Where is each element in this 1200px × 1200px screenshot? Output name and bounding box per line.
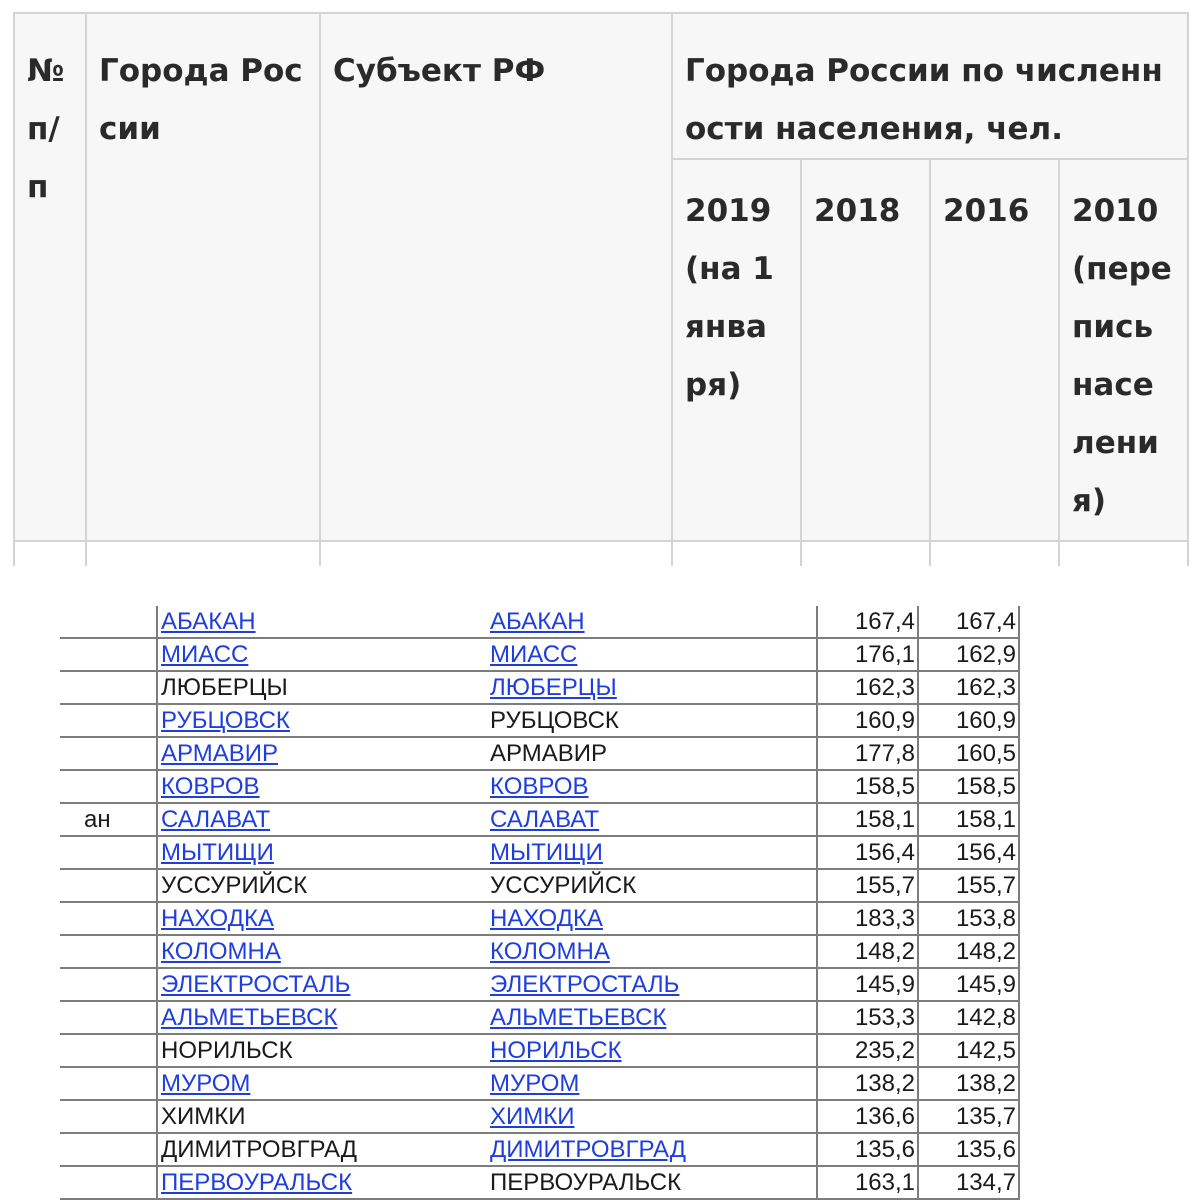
population-value: 134,7 bbox=[955, 1169, 1016, 1196]
subject-name-link[interactable]: МИАСС bbox=[490, 641, 578, 668]
population-value: 160,5 bbox=[955, 740, 1016, 767]
population-value: 135,6 bbox=[955, 1136, 1016, 1163]
population-value-cell bbox=[817, 1034, 918, 1067]
subject-name-link[interactable]: ЛЮБЕРЦЫ bbox=[490, 674, 617, 701]
population-value-cell bbox=[918, 770, 1019, 803]
population-value-cell bbox=[817, 902, 918, 935]
population-value-cell bbox=[918, 1166, 1019, 1199]
population-value-cell bbox=[918, 935, 1019, 968]
city-name-cell bbox=[157, 902, 487, 935]
subject-name-cell bbox=[487, 1166, 817, 1199]
city-name-link[interactable]: КОВРОВ bbox=[161, 773, 260, 800]
row-edge-text-cell bbox=[60, 770, 157, 803]
population-value-cell bbox=[817, 869, 918, 902]
population-value-cell bbox=[817, 1166, 918, 1199]
population-value-cell bbox=[817, 638, 918, 671]
city-name-link[interactable]: АЛЬМЕТЬЕВСК bbox=[161, 1004, 338, 1031]
city-name-link[interactable]: АРМАВИР bbox=[161, 740, 279, 767]
row-edge-text-cell bbox=[60, 836, 157, 869]
subject-name-cell bbox=[487, 869, 817, 902]
population-value: 158,1 bbox=[854, 806, 915, 833]
header-cell-year-2018: 2018 bbox=[801, 159, 930, 541]
header-row-body-start bbox=[14, 541, 1188, 566]
header-row-top bbox=[14, 13, 1188, 159]
population-value: 153,3 bbox=[854, 1004, 915, 1031]
population-value-cell bbox=[817, 770, 918, 803]
city-name-cell bbox=[157, 704, 487, 737]
subject-name-cell bbox=[487, 1034, 817, 1067]
header-cell-year-2016: 2016 bbox=[930, 159, 1059, 541]
subject-name-cell bbox=[487, 803, 817, 836]
subject-name-cell bbox=[487, 671, 817, 704]
population-value: 136,6 bbox=[854, 1103, 915, 1130]
table-row bbox=[60, 1166, 1019, 1199]
subject-name: АРМАВИР bbox=[490, 740, 608, 767]
city-name-cell bbox=[157, 869, 487, 902]
city-population-list bbox=[60, 606, 1020, 1200]
city-name-cell bbox=[157, 1133, 487, 1166]
population-value: 145,9 bbox=[854, 971, 915, 998]
city-name: ЛЮБЕРЦЫ bbox=[161, 674, 288, 701]
subject-name-link[interactable]: КОЛОМНА bbox=[490, 938, 610, 965]
table-row bbox=[60, 1133, 1019, 1166]
subject-name-cell bbox=[487, 704, 817, 737]
header-cell-city: Города России bbox=[86, 13, 320, 541]
subject-name-cell bbox=[487, 968, 817, 1001]
population-value-cell bbox=[918, 902, 1019, 935]
city-name-cell bbox=[157, 671, 487, 704]
table-row bbox=[60, 1067, 1019, 1100]
subject-name-cell bbox=[487, 606, 817, 638]
city-name-link[interactable]: АБАКАН bbox=[161, 608, 256, 635]
subject-name-link[interactable]: НОРИЛЬСК bbox=[490, 1037, 622, 1064]
table-row bbox=[60, 737, 1019, 770]
population-value-cell bbox=[918, 803, 1019, 836]
header-cell-num: № п/п bbox=[14, 13, 86, 541]
table-row bbox=[60, 606, 1019, 638]
row-edge-text-cell bbox=[60, 638, 157, 671]
city-name-cell bbox=[157, 737, 487, 770]
population-table-header bbox=[13, 12, 1189, 566]
city-name-cell bbox=[157, 1166, 487, 1199]
city-name-cell bbox=[157, 1067, 487, 1100]
city-name: ДИМИТРОВГРАД bbox=[161, 1136, 358, 1163]
population-value: 183,3 bbox=[854, 905, 915, 932]
population-value: 135,6 bbox=[854, 1136, 915, 1163]
population-value-cell bbox=[918, 1133, 1019, 1166]
row-edge-text-cell bbox=[60, 968, 157, 1001]
subject-name-cell bbox=[487, 836, 817, 869]
city-name: ХИМКИ bbox=[161, 1103, 246, 1130]
empty-cell bbox=[801, 541, 930, 566]
row-edge-text-cell bbox=[60, 606, 157, 638]
population-value: 158,5 bbox=[854, 773, 915, 800]
population-value: 235,2 bbox=[854, 1037, 915, 1064]
row-edge-text-cell bbox=[60, 1067, 157, 1100]
population-value-cell bbox=[817, 935, 918, 968]
subject-name-cell bbox=[487, 638, 817, 671]
population-value-cell bbox=[817, 671, 918, 704]
city-name-link[interactable]: МЫТИЩИ bbox=[161, 839, 274, 866]
subject-name-cell bbox=[487, 1067, 817, 1100]
row-edge-text-cell bbox=[60, 1034, 157, 1067]
population-value: 156,4 bbox=[955, 839, 1016, 866]
city-name-cell bbox=[157, 770, 487, 803]
population-value: 135,7 bbox=[955, 1103, 1016, 1130]
population-value: 155,7 bbox=[854, 872, 915, 899]
table-row bbox=[60, 1034, 1019, 1067]
table-row bbox=[60, 638, 1019, 671]
population-value: 177,8 bbox=[854, 740, 915, 767]
subject-name-link[interactable]: АБАКАН bbox=[490, 608, 585, 635]
population-value: 156,4 bbox=[854, 839, 915, 866]
row-edge-text-cell bbox=[60, 1166, 157, 1199]
header-cell-population: Города России по численности населения, чел. bbox=[672, 13, 1188, 159]
city-name-link[interactable]: МИАСС bbox=[161, 641, 249, 668]
population-value: 160,9 bbox=[955, 707, 1016, 734]
city-name-link[interactable]: ЭЛЕКТРОСТАЛЬ bbox=[161, 971, 351, 998]
city-name-cell bbox=[157, 606, 487, 638]
city-name-cell bbox=[157, 1034, 487, 1067]
row-edge-text-cell bbox=[60, 1001, 157, 1034]
city-name-link[interactable]: ПЕРВОУРАЛЬСК bbox=[161, 1169, 353, 1196]
city-name-cell bbox=[157, 638, 487, 671]
population-value-cell bbox=[918, 606, 1019, 638]
population-value-cell bbox=[918, 1034, 1019, 1067]
subject-name-cell bbox=[487, 902, 817, 935]
population-value: 163,1 bbox=[854, 1169, 915, 1196]
subject-name-cell bbox=[487, 935, 817, 968]
table-row bbox=[60, 836, 1019, 869]
table-row bbox=[60, 968, 1019, 1001]
population-value: 167,4 bbox=[955, 608, 1016, 635]
table-row bbox=[60, 803, 1019, 836]
population-value-cell bbox=[918, 1100, 1019, 1133]
table-row bbox=[60, 671, 1019, 704]
population-value: 158,5 bbox=[955, 773, 1016, 800]
city-rows bbox=[60, 606, 1019, 1199]
population-value: 148,2 bbox=[854, 938, 915, 965]
population-value-cell bbox=[817, 1133, 918, 1166]
table-row bbox=[60, 1001, 1019, 1034]
table-row bbox=[60, 935, 1019, 968]
row-edge-text-cell bbox=[60, 803, 157, 836]
table-row bbox=[60, 704, 1019, 737]
population-value: 158,1 bbox=[955, 806, 1016, 833]
population-value-cell bbox=[817, 803, 918, 836]
population-value: 155,7 bbox=[955, 872, 1016, 899]
city-name-cell bbox=[157, 1100, 487, 1133]
population-value-cell bbox=[817, 737, 918, 770]
row-edge-text-cell bbox=[60, 1133, 157, 1166]
population-value-cell bbox=[817, 836, 918, 869]
row-edge-text-cell bbox=[60, 737, 157, 770]
population-value-cell bbox=[817, 1001, 918, 1034]
subject-name-link[interactable]: МУРОМ bbox=[490, 1070, 580, 1097]
header-cell-year-2019: 2019 (на 1 января) bbox=[672, 159, 801, 541]
table-row bbox=[60, 869, 1019, 902]
population-value: 142,5 bbox=[955, 1037, 1016, 1064]
city-name-link[interactable]: НАХОДКА bbox=[161, 905, 274, 932]
population-value-cell bbox=[918, 671, 1019, 704]
header-cell-subject: Субъект РФ bbox=[320, 13, 672, 541]
city-name-cell bbox=[157, 836, 487, 869]
population-value: 160,9 bbox=[854, 707, 915, 734]
city-name-link[interactable]: РУБЦОВСК bbox=[161, 707, 290, 734]
population-value: 148,2 bbox=[955, 938, 1016, 965]
table-row bbox=[60, 1100, 1019, 1133]
empty-cell bbox=[672, 541, 801, 566]
empty-cell bbox=[86, 541, 320, 566]
subject-name: РУБЦОВСК bbox=[490, 707, 619, 734]
population-value-cell bbox=[918, 869, 1019, 902]
city-name-link[interactable]: САЛАВАТ bbox=[161, 806, 271, 833]
subject-name-link[interactable]: НАХОДКА bbox=[490, 905, 603, 932]
population-value-cell bbox=[918, 638, 1019, 671]
subject-name-link[interactable]: ДИМИТРОВГРАД bbox=[490, 1136, 687, 1163]
population-value: 138,2 bbox=[955, 1070, 1016, 1097]
city-name: УССУРИЙСК bbox=[161, 872, 308, 899]
subject-name: УССУРИЙСК bbox=[490, 872, 637, 899]
row-edge-text-cell bbox=[60, 671, 157, 704]
row-edge-text: ан bbox=[84, 806, 111, 833]
city-name-link[interactable]: КОЛОМНА bbox=[161, 938, 281, 965]
population-value: 153,8 bbox=[955, 905, 1016, 932]
population-value: 176,1 bbox=[854, 641, 915, 668]
city-name-cell bbox=[157, 803, 487, 836]
row-edge-text-cell bbox=[60, 704, 157, 737]
population-value: 162,3 bbox=[955, 674, 1016, 701]
table-row bbox=[60, 902, 1019, 935]
population-value: 138,2 bbox=[854, 1070, 915, 1097]
subject-name-cell bbox=[487, 770, 817, 803]
subject-name-link[interactable]: КОВРОВ bbox=[490, 773, 589, 800]
header-cell-year-2010: 2010 (перепись населения) bbox=[1059, 159, 1188, 541]
population-value: 167,4 bbox=[854, 608, 915, 635]
empty-cell bbox=[320, 541, 672, 566]
city-name: НОРИЛЬСК bbox=[161, 1037, 293, 1064]
subject-name: ПЕРВОУРАЛЬСК bbox=[490, 1169, 682, 1196]
population-value: 162,9 bbox=[955, 641, 1016, 668]
empty-cell bbox=[1059, 541, 1188, 566]
population-value-cell bbox=[817, 1067, 918, 1100]
population-value-cell bbox=[918, 704, 1019, 737]
subject-name-link[interactable]: САЛАВАТ bbox=[490, 806, 600, 833]
population-value-cell bbox=[817, 968, 918, 1001]
population-value-cell bbox=[817, 704, 918, 737]
subject-name-cell bbox=[487, 1133, 817, 1166]
city-name-cell bbox=[157, 935, 487, 968]
row-edge-text-cell bbox=[60, 902, 157, 935]
row-edge-text-cell bbox=[60, 1100, 157, 1133]
subject-name-link[interactable]: МЫТИЩИ bbox=[490, 839, 603, 866]
population-value-cell bbox=[817, 1100, 918, 1133]
row-edge-text-cell bbox=[60, 869, 157, 902]
subject-name-link[interactable]: АЛЬМЕТЬЕВСК bbox=[490, 1004, 667, 1031]
row-edge-text-cell bbox=[60, 935, 157, 968]
empty-cell bbox=[930, 541, 1059, 566]
population-value-cell bbox=[918, 737, 1019, 770]
population-value-cell bbox=[918, 968, 1019, 1001]
subject-name-cell bbox=[487, 1100, 817, 1133]
city-name-cell bbox=[157, 968, 487, 1001]
population-value: 162,3 bbox=[854, 674, 915, 701]
population-value-cell bbox=[918, 1067, 1019, 1100]
population-value-cell bbox=[918, 836, 1019, 869]
population-value: 145,9 bbox=[955, 971, 1016, 998]
table-row bbox=[60, 770, 1019, 803]
empty-cell bbox=[14, 541, 86, 566]
city-name-cell bbox=[157, 1001, 487, 1034]
population-value: 142,8 bbox=[955, 1004, 1016, 1031]
subject-name-cell bbox=[487, 737, 817, 770]
subject-name-link[interactable]: ЭЛЕКТРОСТАЛЬ bbox=[490, 971, 680, 998]
subject-name-cell bbox=[487, 1001, 817, 1034]
city-name-link[interactable]: МУРОМ bbox=[161, 1070, 251, 1097]
population-value-cell bbox=[918, 1001, 1019, 1034]
population-value-cell bbox=[817, 606, 918, 638]
subject-name-link[interactable]: ХИМКИ bbox=[490, 1103, 575, 1130]
